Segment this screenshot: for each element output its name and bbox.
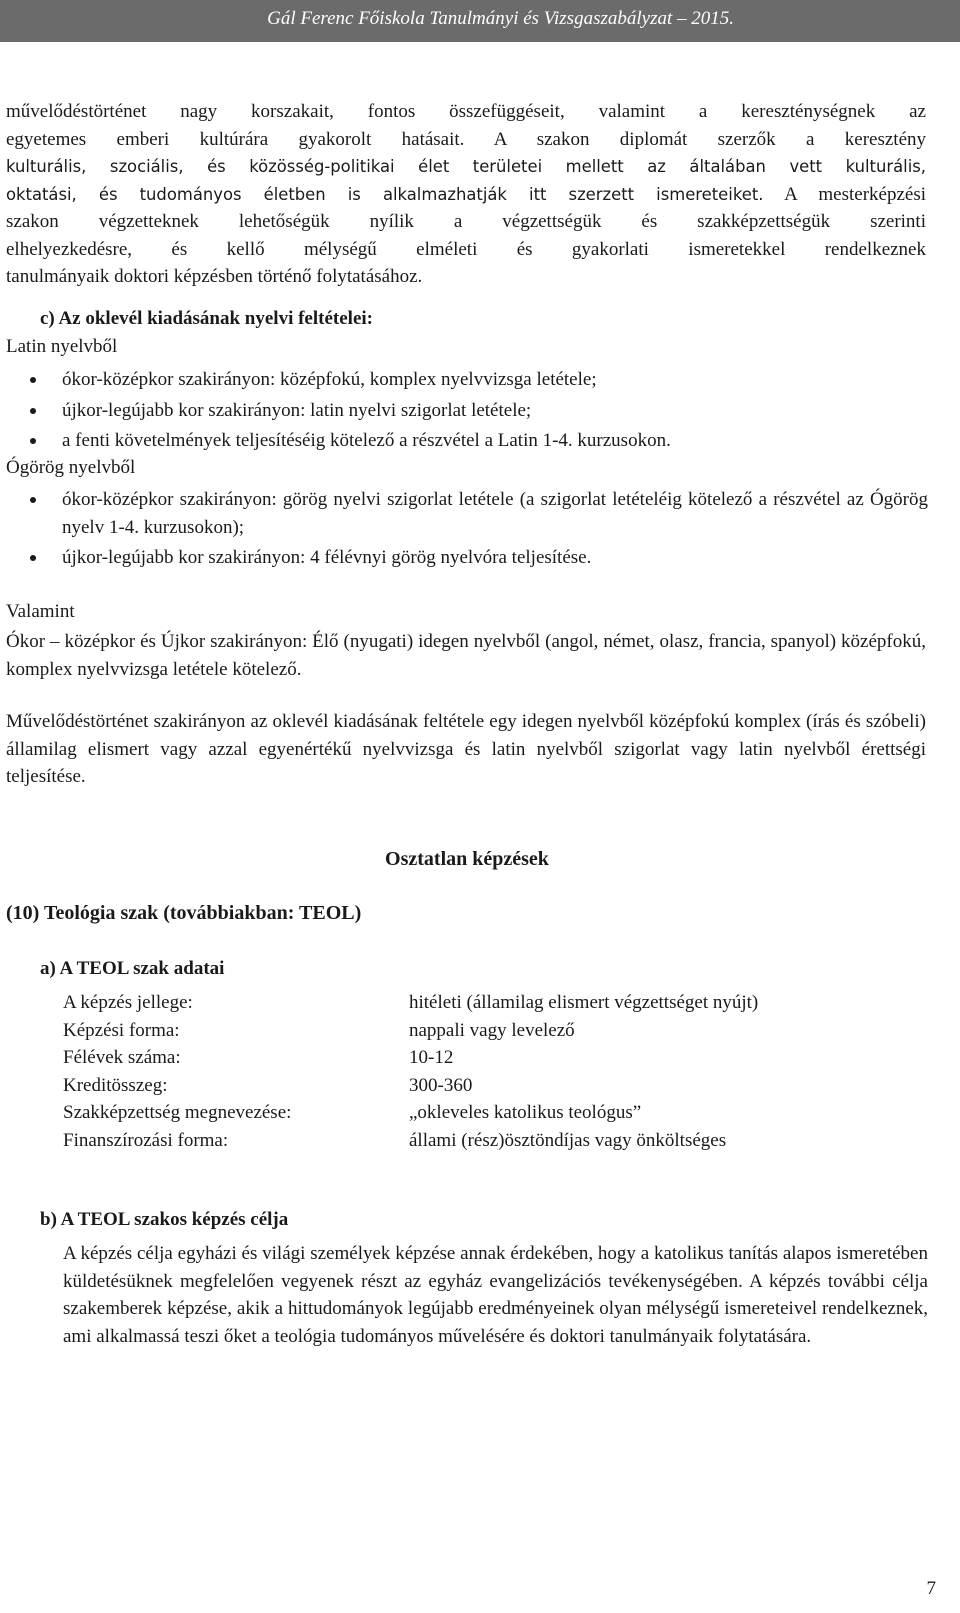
- teol-b-title: b) A TEOL szakos képzés célja: [40, 1209, 289, 1230]
- intro-line-2: [6, 126, 926, 154]
- page-number: 7: [926, 1578, 936, 1599]
- page-header: [0, 0, 960, 42]
- osztatlan-title: Osztatlan képzések: [385, 848, 549, 870]
- list-item-text: újkor-legújabb kor szakirányon: latin nyelvi szigorlat letétele;: [62, 399, 532, 421]
- list-item-text: a fenti követelmények teljesítéséig kötelező a részvétel a Latin 1-4. kurzusokon.: [62, 430, 671, 451]
- intro-line-4: [6, 181, 926, 209]
- bullet-icon: [30, 497, 36, 503]
- section-c-title: c) Az oklevél kiadásának nyelvi feltételei:: [40, 308, 373, 329]
- row-key: Finanszírozási forma:: [63, 1129, 229, 1151]
- table-row: [63, 1099, 758, 1127]
- intro-line-7: tanulmányaik doktori képzésben történő folytatásához.: [6, 266, 423, 287]
- row-value: 300-360: [409, 1074, 473, 1096]
- greek-list: [6, 486, 928, 572]
- valamint-label: Valamint: [6, 601, 75, 622]
- row-value: hitéleti (államilag elismert végzettséget nyújt): [409, 992, 759, 1013]
- teol-heading: (10) Teológia szak (továbbiakban: TEOL): [6, 902, 362, 924]
- list-item-text: ókor-középkor szakirányon: középfokú, komplex nyelvvizsga letétele;: [62, 369, 597, 390]
- list-item-text: ókor-középkor szakirányon: görög nyelvi szigorlat letétele (a szigorlat letételéig kötelező a részvétel az Ógörög nyelv 1-4. kurzusokon);: [62, 489, 928, 538]
- teol-a-title: a) A TEOL szak adatai: [40, 958, 225, 979]
- intro-line-4-sans: oktatási, és tudományos életben is alkalmazhatják itt szerzett ismereteiket.: [6, 184, 764, 204]
- teol-b-paragraph: [63, 1240, 928, 1350]
- bullet-icon: [30, 408, 36, 414]
- teol-b-text: A képzés célja egyházi és világi személyek képzése annak érdekében, hogy a katolikus tanítás alapos ismeretében küldetésüknek megfelelően vegyenek részt az egyház evangelizációs tevékenységében. A képzés további célja szakemberek képzése, akik a hittudományok legújabb eredményeinek olyan mélységű ismereteivel rendelkeznek, ami alkalmassá teszi őket a teológia tudományos művelésére és doktori tanulmányaik folytatására.: [63, 1243, 928, 1347]
- bullet-icon: [30, 377, 36, 383]
- table-row: [63, 1044, 758, 1072]
- row-key: Kreditösszeg:: [63, 1074, 168, 1096]
- valamint-text: Ókor – középkor és Újkor szakirányon: Élő (nyugati) idegen nyelvből (angol, német, olasz, francia, spanyol) középfokú, komplex nyelvvizsga letétele kötelező.: [6, 631, 926, 680]
- list-item: [6, 427, 928, 455]
- latin-list: [6, 366, 928, 455]
- list-item: [6, 486, 928, 541]
- row-value: „okleveles katolikus teológus”: [409, 1102, 642, 1123]
- bullet-icon: [30, 555, 36, 561]
- data-table: [63, 989, 758, 1154]
- list-item-text: újkor-legújabb kor szakirányon: 4 félévnyi görög nyelvóra teljesítése.: [62, 547, 592, 568]
- intro-line-5: szakon végzetteknek lehetőségük nyílik a végzettségük és szakképzettségük szerinti: [6, 211, 926, 232]
- row-value: állami (rész)ösztöndíjas vagy önköltséges: [409, 1129, 727, 1151]
- list-item: [6, 544, 928, 572]
- table-row: [63, 1017, 758, 1045]
- table-row: [63, 1072, 758, 1100]
- list-item: [6, 366, 928, 394]
- list-item: [6, 397, 928, 425]
- header-title: Gál Ferenc Főiskola Tanulmányi és Vizsgaszabályzat – 2015.: [267, 8, 734, 29]
- teol-data-table: [63, 989, 923, 1154]
- row-value: 10-12: [409, 1047, 454, 1068]
- row-key: Szakképzettség megnevezése:: [63, 1102, 292, 1123]
- intro-line-3: kulturális, szociális, és közösség-politikai élet területei mellett az általában vett kulturális,: [6, 157, 926, 176]
- row-key: A képzés jellege:: [63, 992, 193, 1013]
- table-row: [63, 989, 758, 1017]
- intro-paragraph: [6, 98, 926, 291]
- row-key: Félévek száma:: [63, 1047, 181, 1068]
- intro-line-2-tail: A szakon diplomát szerzők a keresztény: [493, 128, 926, 150]
- intro-line-6: elhelyezkedésre, és kellő mélységű elméleti és gyakorlati ismeretekkel rendelkeznek: [6, 238, 926, 260]
- intro-line-2-serif: egyetemes emberi kultúrára gyakorolt hatásait.: [6, 128, 465, 150]
- muvelodes-text: Művelődéstörténet szakirányon az oklevél kiadásának feltétele egy idegen nyelvből középfokú komplex (írás és szóbeli) államilag elismert vagy azzal egyenértékű nyelvvizsga és latin nyelvből szigorlat vagy latin nyelvből érettségi teljesítése.: [6, 711, 926, 787]
- table-row: [63, 1127, 758, 1155]
- intro-line-4-tail: A mesterképzési: [784, 183, 926, 205]
- bullet-icon: [30, 438, 36, 444]
- muvelodes-paragraph: [6, 708, 926, 791]
- intro-line-1: művelődéstörténet nagy korszakait, fontos összefüggéseit, valamint a kereszténységnek az: [6, 101, 926, 122]
- row-value: nappali vagy levelező: [409, 1019, 575, 1041]
- greek-label: Ógörög nyelvből: [6, 457, 136, 478]
- valamint-paragraph: [6, 628, 926, 683]
- latin-label: Latin nyelvből: [6, 336, 118, 357]
- row-key: Képzési forma:: [63, 1019, 180, 1041]
